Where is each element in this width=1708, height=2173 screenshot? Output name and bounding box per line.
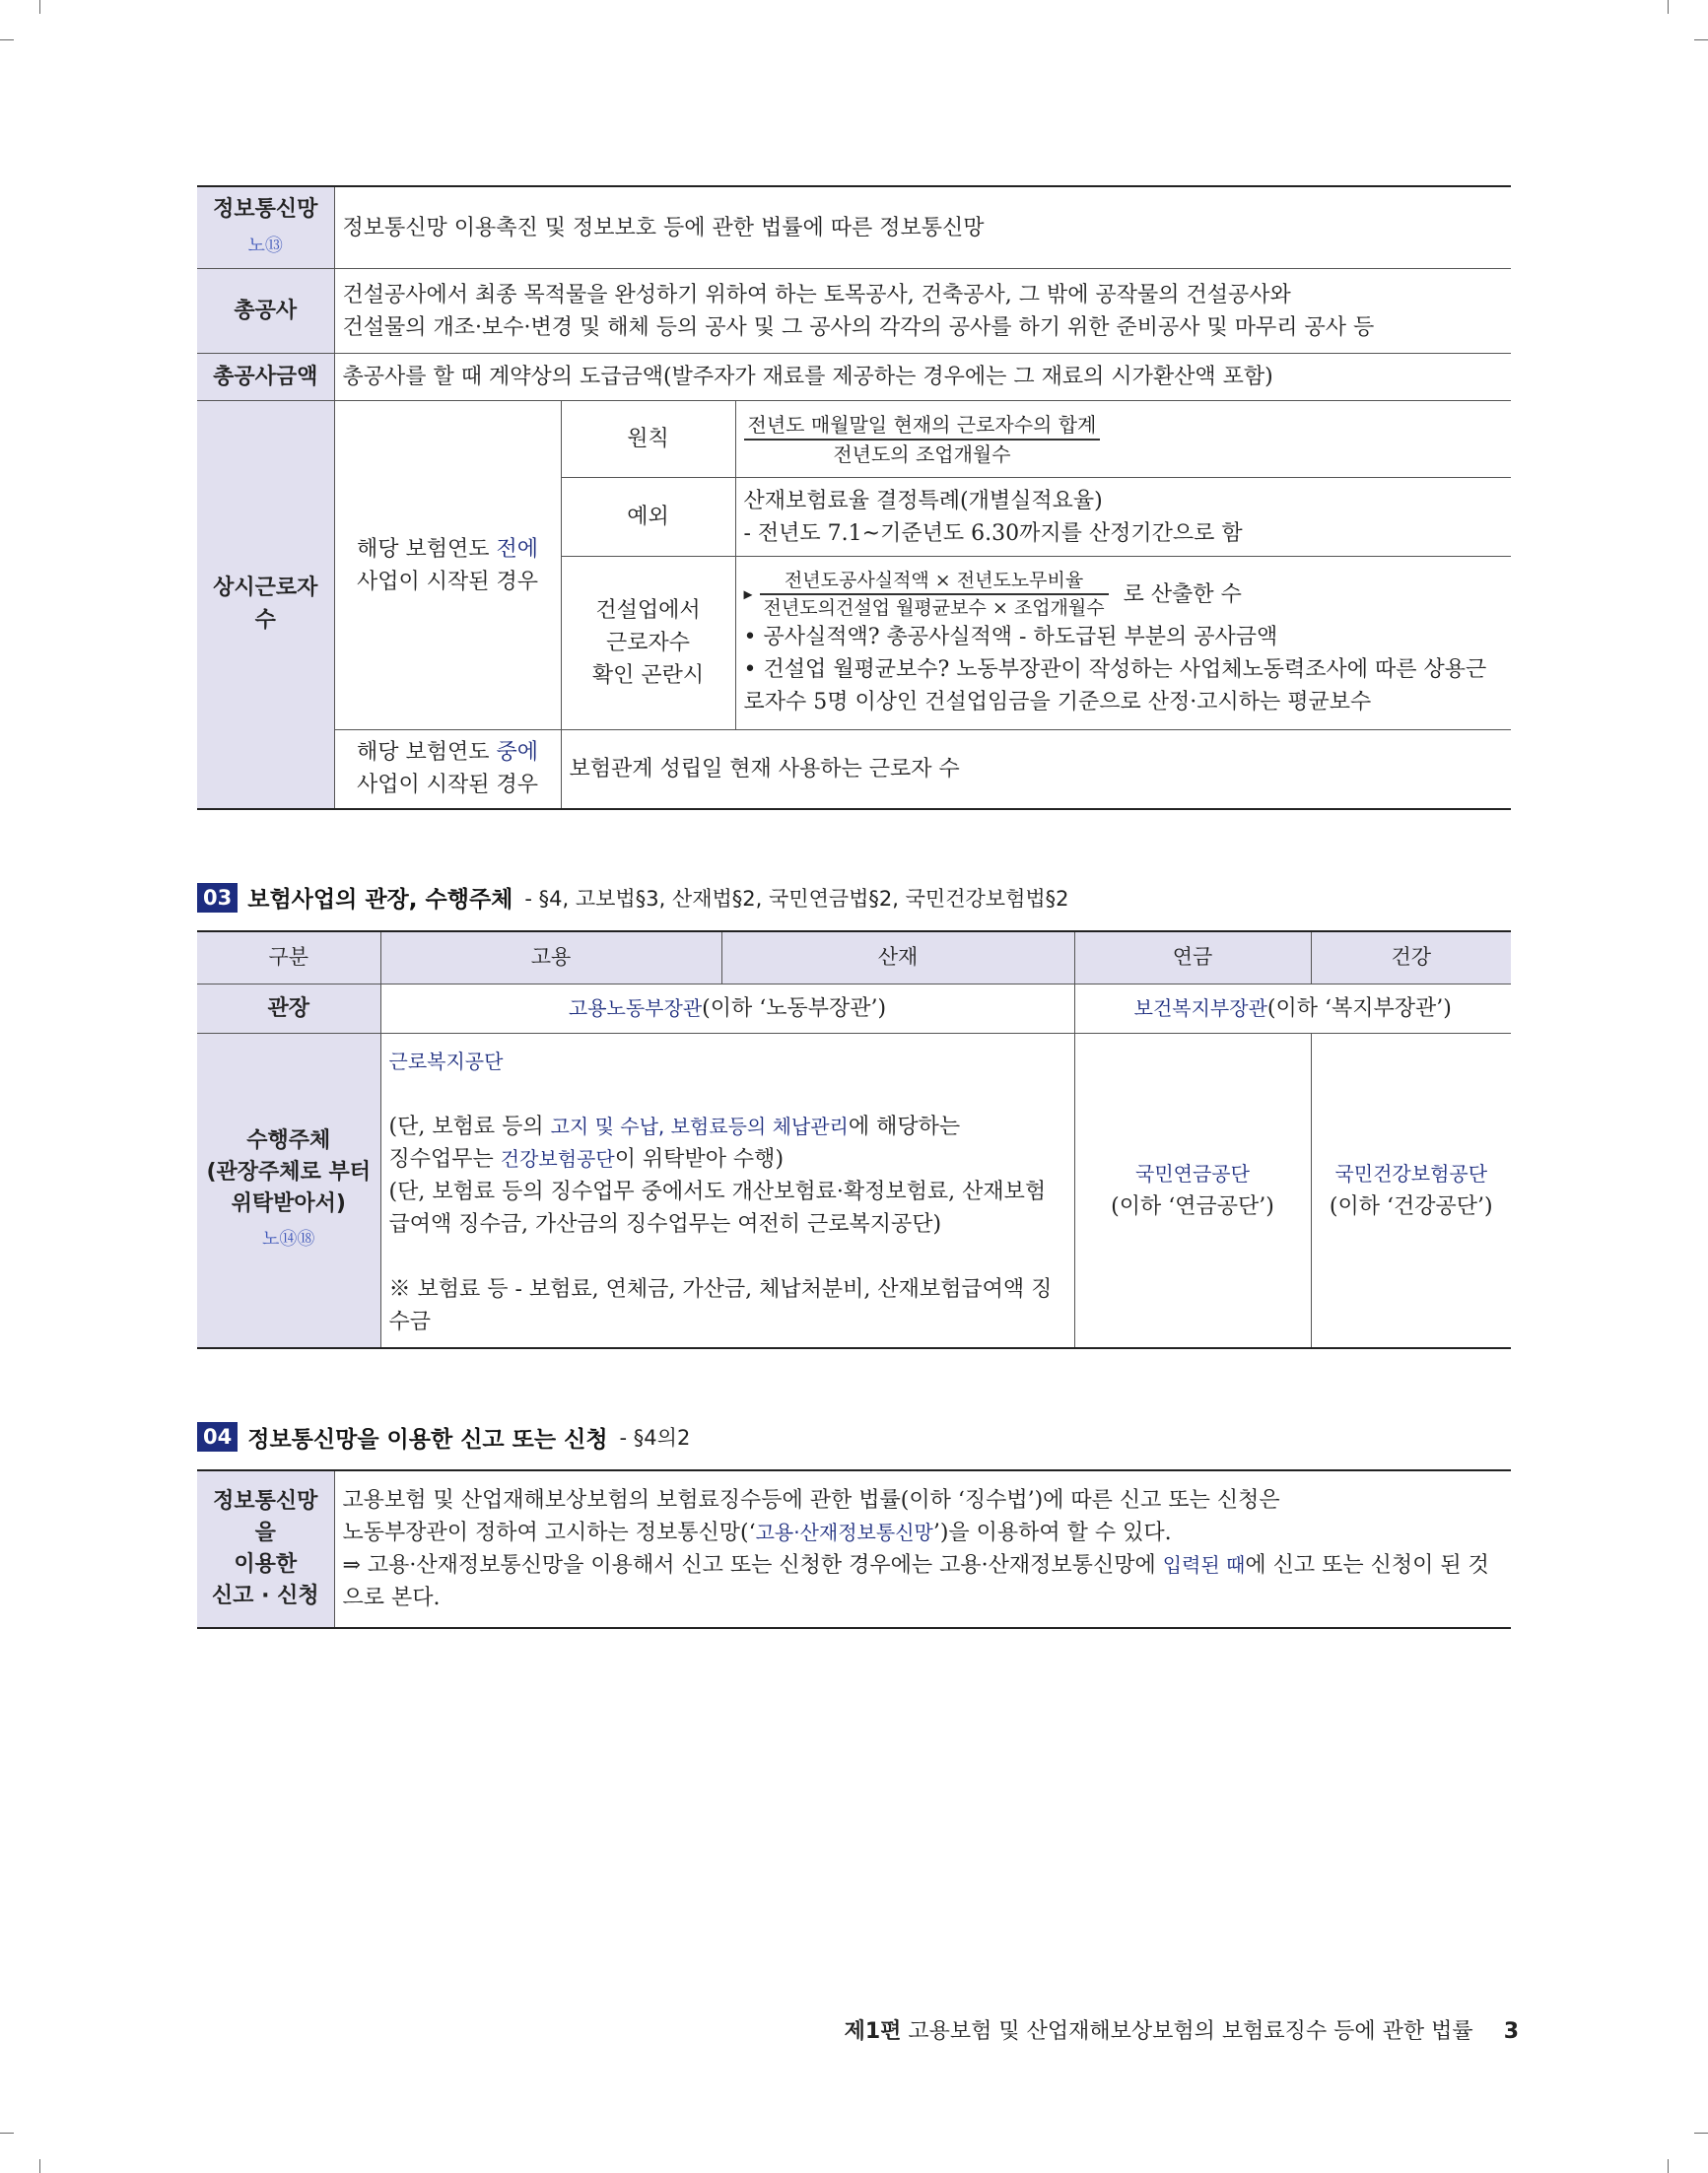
highlight-text: 건강보험공단	[500, 1146, 615, 1171]
plain-text: ⇒ 고용·산재정보통신망을 이용해서 신고 또는 신청한 경우에는 고용·산재정보통신망에	[342, 1553, 1163, 1578]
case-highlight: 전에	[496, 536, 538, 562]
row-header	[197, 1033, 380, 1348]
footer-title: 고용보험 및 산업재해보상보험의 보험료징수 등에 관한 법률	[908, 2019, 1473, 2044]
fraction	[760, 568, 1109, 621]
crop-mark	[39, 0, 40, 14]
section-title: 정보통신망을 이용한 신고 또는 신청	[247, 1426, 608, 1453]
text-line: 위탁받아서)	[231, 1190, 346, 1216]
agency-name: 근로복지공단	[388, 1049, 504, 1073]
fraction-numerator: 전년도공사실적액 × 전년도노무비율	[760, 568, 1109, 595]
definition-cell	[334, 269, 1511, 354]
executor-health-cell	[1311, 1033, 1511, 1348]
supervise-labor-cell	[380, 984, 1074, 1033]
executor-labor-cell	[380, 1033, 1074, 1348]
table-row	[197, 1470, 1511, 1628]
subcase-label	[561, 557, 735, 730]
crop-mark	[1694, 39, 1708, 40]
bullet-item: • 공사실적액? 총공사실적액 - 하도급된 부분의 공사금액	[743, 625, 1278, 649]
reference-mark: 노⑬	[247, 236, 283, 256]
table-row	[197, 401, 1511, 478]
text-line: 근로자수	[605, 631, 690, 655]
text-line: 건설물의 개조·보수·변경 및 해체 등의 공사 및 그 공사의 각각의 공사를 하기 위한 준비공사 및 마무리 공사 등	[342, 314, 1375, 340]
row-header: 총공사금액	[197, 354, 334, 401]
column-header: 구분	[197, 931, 380, 985]
row-header-label: 정보통신망	[213, 197, 318, 222]
formula-cell	[735, 401, 1511, 478]
exception-cell	[735, 478, 1511, 557]
page-footer	[845, 2014, 1519, 2045]
plain-text: 징수업무는	[388, 1146, 501, 1172]
page-content	[197, 185, 1511, 1629]
table-row	[197, 730, 1511, 809]
section-number: 03	[197, 883, 238, 913]
highlight-text: 고지 및 수납, 보험료등의 체납관리	[550, 1114, 849, 1138]
section-heading	[197, 1420, 1511, 1454]
column-header: 고용	[380, 931, 721, 985]
row-header: 관장	[197, 984, 380, 1033]
row-header	[197, 186, 334, 269]
text-line: 건설업에서	[595, 598, 701, 623]
case-highlight: 중에	[496, 740, 538, 766]
section-heading	[197, 881, 1511, 915]
row-header: 총공사	[197, 269, 334, 354]
plain-text: 노동부장관이 정하여 고시하는 정보통신망(‘	[342, 1521, 756, 1545]
text-line: (단, 보험료 등의 징수업무 중에서도 개산보험료·확정보험료, 산재보험급여액 징수금, 가산금의 징수업무는 여전히 근로복지공단)	[388, 1179, 1047, 1237]
note-text: ※ 보험료 등 - 보험료, 연체금, 가산금, 체납처분비, 산재보험급여액 징수금	[388, 1276, 1053, 1334]
text-line	[389, 1111, 1066, 1143]
crop-mark	[1668, 2159, 1669, 2173]
text-line: 산재보험료율 결정특례(개별실적요율)	[743, 488, 1103, 513]
page-number: 3	[1503, 2019, 1519, 2044]
case-text: 사업이 시작된 경우	[356, 569, 538, 594]
crop-mark	[1668, 0, 1669, 14]
crop-mark	[39, 2159, 40, 2173]
text-line: 확인 곤란시	[591, 663, 705, 688]
text-line: - 전년도 7.1~기준년도 6.30까지를 산정기간으로 함	[743, 520, 1243, 546]
row-header	[197, 1470, 334, 1628]
section-title: 보험사업의 관장, 수행주체	[247, 887, 513, 913]
case-during-cell	[334, 730, 561, 809]
table-row	[197, 354, 1511, 401]
crop-mark	[1694, 2133, 1708, 2134]
crop-mark	[0, 39, 14, 40]
plain-text: (단, 보험료 등의	[388, 1114, 551, 1139]
agency-name: 국민연금공단	[1135, 1161, 1250, 1186]
reference-mark: 노⑭⑱	[262, 1228, 315, 1250]
table-header-row	[197, 931, 1511, 985]
text-line	[343, 1517, 1504, 1549]
table-row	[197, 269, 1511, 354]
column-header: 건강	[1311, 931, 1511, 985]
fraction-denominator: 전년도의 조업개월수	[833, 441, 1011, 466]
highlight-text: 고용노동부장관	[568, 995, 703, 1020]
glossary-table	[197, 185, 1511, 810]
executor-table	[197, 930, 1511, 1350]
fraction	[744, 411, 1101, 468]
fraction-numerator: 전년도 매월말일 현재의 근로자수의 합계	[744, 411, 1101, 441]
text-line: 이용한	[234, 1552, 298, 1577]
network-report-cell	[334, 1470, 1511, 1628]
plain-text: (이하 ‘노동부장관’)	[702, 995, 887, 1021]
case-text: 해당 보험연도	[356, 740, 497, 766]
text-line: 신고 · 신청	[211, 1584, 319, 1608]
section-number: 04	[197, 1422, 238, 1452]
text-line: 정보통신망을	[213, 1489, 318, 1545]
crop-mark	[0, 2133, 14, 2134]
plain-text: ’)을 이용하여 할 수 있다.	[932, 1521, 1172, 1545]
subcase-label: 원칙	[561, 401, 735, 478]
section-law-refs: - §4의2	[619, 1426, 691, 1450]
plain-text: (이하 ‘건강공단’)	[1329, 1193, 1493, 1219]
text-line: 건설공사에서 최종 목적물을 완성하기 위하여 하는 토목공사, 건축공사, 그 밖에 공작물의 건설공사와	[342, 282, 1291, 307]
column-header: 연금	[1074, 931, 1311, 985]
formula-line	[744, 568, 1504, 621]
agency-name: 국민건강보험공단	[1334, 1161, 1488, 1186]
highlight-text: 고용·산재정보통신망	[755, 1521, 933, 1544]
text-line: 고용보험 및 산업재해보상보험의 보험료징수등에 관한 법률(이하 ‘징수법’)에 따른 신고 또는 신청은	[342, 1488, 1280, 1513]
text-line: 수행주체	[246, 1127, 331, 1153]
text-line	[389, 1143, 1066, 1176]
plain-text: (이하 ‘연금공단’)	[1111, 1193, 1274, 1219]
construction-cell	[735, 557, 1511, 730]
highlight-text: 입력된 때	[1162, 1553, 1246, 1577]
plain-text: 에 해당하는	[848, 1114, 961, 1139]
footer-part: 제1편	[844, 2019, 902, 2044]
network-report-table	[197, 1469, 1511, 1629]
text-line: (관장주체로 부터	[206, 1159, 371, 1185]
fraction-denominator: 전년도의건설업 월평균보수 × 조업개월수	[763, 597, 1105, 619]
table-row	[197, 1033, 1511, 1348]
executor-pension-cell	[1074, 1033, 1311, 1348]
definition-cell: 정보통신망 이용촉진 및 정보보호 등에 관한 법률에 따른 정보통신망	[334, 186, 1511, 269]
definition-cell: 총공사를 할 때 계약상의 도급금액(발주자가 재료를 제공하는 경우에는 그 재료의 시가환산액 포함)	[334, 354, 1511, 401]
definition-cell: 보험관계 성립일 현재 사용하는 근로자 수	[561, 730, 1511, 809]
case-text: 해당 보험연도	[356, 536, 497, 562]
case-before-cell	[334, 401, 561, 730]
bullet-item: • 건설업 월평균보수? 노동부장관이 작성하는 사업체노동력조사에 따른 상용근로자수 5명 이상인 건설업임금을 기준으로 산정·고시하는 평균보수	[743, 657, 1487, 714]
section-law-refs: - §4, 고보법§3, 산재법§2, 국민연금법§2, 국민건강보험법§2	[524, 886, 1069, 911]
table-row	[197, 186, 1511, 269]
plain-text: (이하 ‘복지부장관’)	[1266, 995, 1452, 1021]
supervise-health-cell	[1074, 984, 1511, 1033]
text-line	[343, 1549, 1504, 1614]
subcase-label: 예외	[561, 478, 735, 557]
plain-text: 에 신고 또는 신청이 된 것으로 본다.	[342, 1553, 1489, 1610]
case-text: 사업이 시작된 경우	[356, 773, 538, 798]
formula-suffix: 로 산출한 수	[1123, 581, 1242, 607]
table-row	[197, 984, 1511, 1033]
column-header: 산재	[721, 931, 1074, 985]
highlight-text: 보건복지부장관	[1133, 995, 1267, 1020]
arrow-icon: ▸	[743, 583, 753, 605]
row-header: 상시근로자수	[197, 401, 334, 809]
plain-text: 이 위탁받아 수행)	[614, 1146, 785, 1172]
